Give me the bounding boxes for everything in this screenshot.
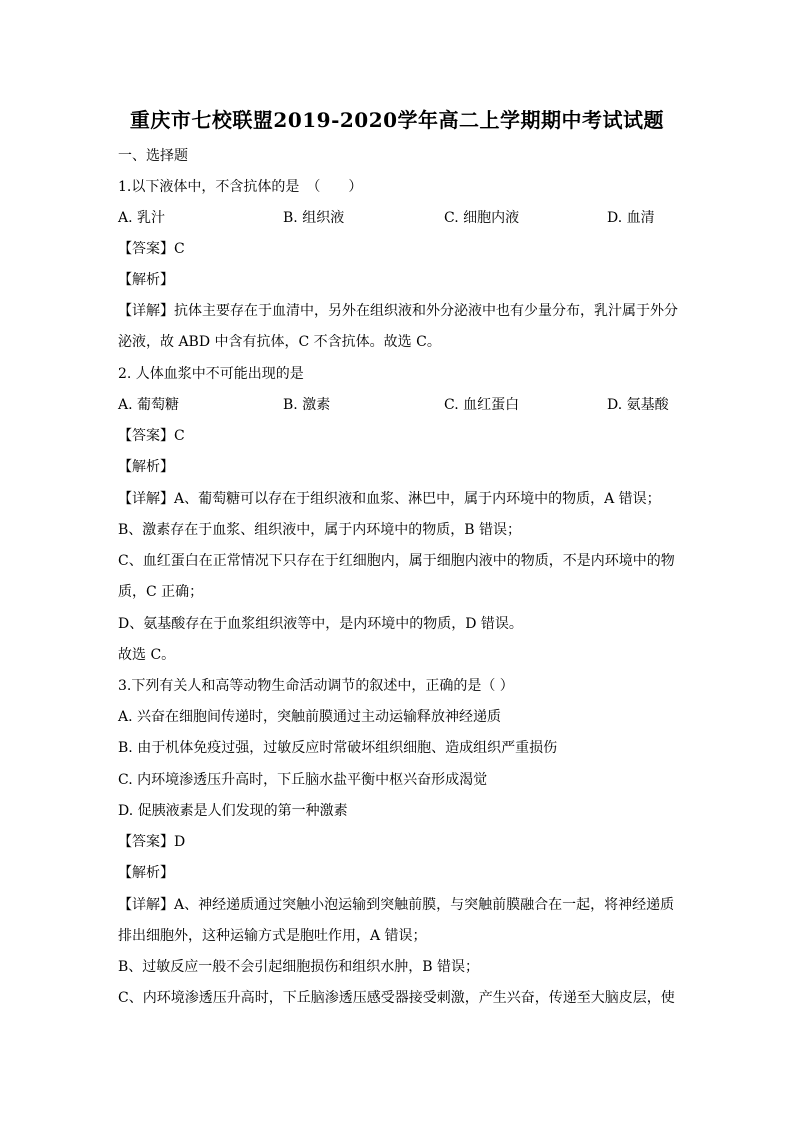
question-3-stem: 3.下列有关人和高等动物生命活动调节的叙述中，正确的是（ ） — [118, 678, 514, 694]
question-1-options — [118, 208, 678, 228]
section-heading: 一、选择题 — [118, 148, 188, 164]
q2-detail-line: B、激素存在于血浆、组织液中，属于内环境中的物质，B 错误； — [118, 522, 522, 538]
q3-option-b: B. 由于机体免疫过强，过敏反应时常破坏组织细胞、造成组织严重损伤 — [118, 740, 558, 756]
q3-detail-line: B、过敏反应一般不会引起细胞损伤和组织水肿，B 错误； — [118, 959, 480, 975]
q2-detail-line: 【详解】A、葡萄糖可以存在于组织液和血浆、淋巴中，属于内环境中的物质，A 错误； — [118, 491, 661, 507]
q1-answer: 【答案】C — [118, 241, 185, 257]
q2-detail-line: 质，C 正确； — [118, 584, 204, 600]
q3-option-a: A. 兴奋在细胞间传递时，突触前膜通过主动运输释放神经递质 — [118, 709, 502, 725]
q1-detail-line: 泌液，故 ABD 中含有抗体，C 不含抗体。故选 C。 — [118, 334, 441, 350]
q2-detail-line: 故选 C。 — [118, 647, 176, 663]
q2-option-a: A. 葡萄糖 — [118, 397, 180, 413]
q1-option-d: D. 血清 — [607, 210, 655, 226]
q2-detail-line: C、血红蛋白在正常情况下只存在于红细胞内，属于细胞内液中的物质，不是内环境中的物 — [118, 553, 675, 569]
q2-option-c: C. 血红蛋白 — [444, 397, 520, 413]
q3-detail-line: 排出细胞外，这种运输方式是胞吐作用，A 错误； — [118, 928, 427, 944]
question-1-stem: 1.以下液体中，不含抗体的是 （ ） — [118, 179, 363, 195]
document-title: 重庆市七校联盟2019-2020学年高二上学期期中考试试题 — [129, 108, 665, 132]
q2-detail-line: D、氨基酸存在于血浆组织液等中，是内环境中的物质，D 错误。 — [118, 616, 523, 632]
q3-detail-line: C、内环境渗透压升高时，下丘脑渗透压感受器接受刺激，产生兴奋，传递至大脑皮层，使 — [118, 990, 675, 1006]
q1-option-b: B. 组织液 — [283, 210, 345, 226]
question-2-stem: 2. 人体血浆中不可能出现的是 — [118, 366, 304, 382]
q1-analysis-label: 【解析】 — [118, 272, 174, 288]
q3-detail-line: 【详解】A、神经递质通过突触小泡运输到突触前膜，与突触前膜融合在一起，将神经递质 — [118, 897, 675, 913]
q3-option-d: D. 促胰液素是人们发现的第一种激素 — [118, 803, 348, 819]
q2-option-b: B. 激素 — [283, 397, 331, 413]
q1-option-c: C. 细胞内液 — [444, 210, 520, 226]
q2-answer: 【答案】C — [118, 428, 185, 444]
q3-answer: 【答案】D — [118, 834, 186, 850]
q3-analysis-label: 【解析】 — [118, 865, 174, 881]
q3-option-c: C. 内环境渗透压升高时，下丘脑水盐平衡中枢兴奋形成渴觉 — [118, 772, 488, 788]
q1-option-a: A. 乳汁 — [118, 210, 166, 226]
question-2-options — [118, 395, 678, 415]
q1-detail-line: 【详解】抗体主要存在于血清中，另外在组织液和外分泌液中也有少量分布，乳汁属于外分 — [118, 303, 678, 319]
q2-option-d: D. 氨基酸 — [607, 397, 669, 413]
q2-analysis-label: 【解析】 — [118, 459, 174, 475]
